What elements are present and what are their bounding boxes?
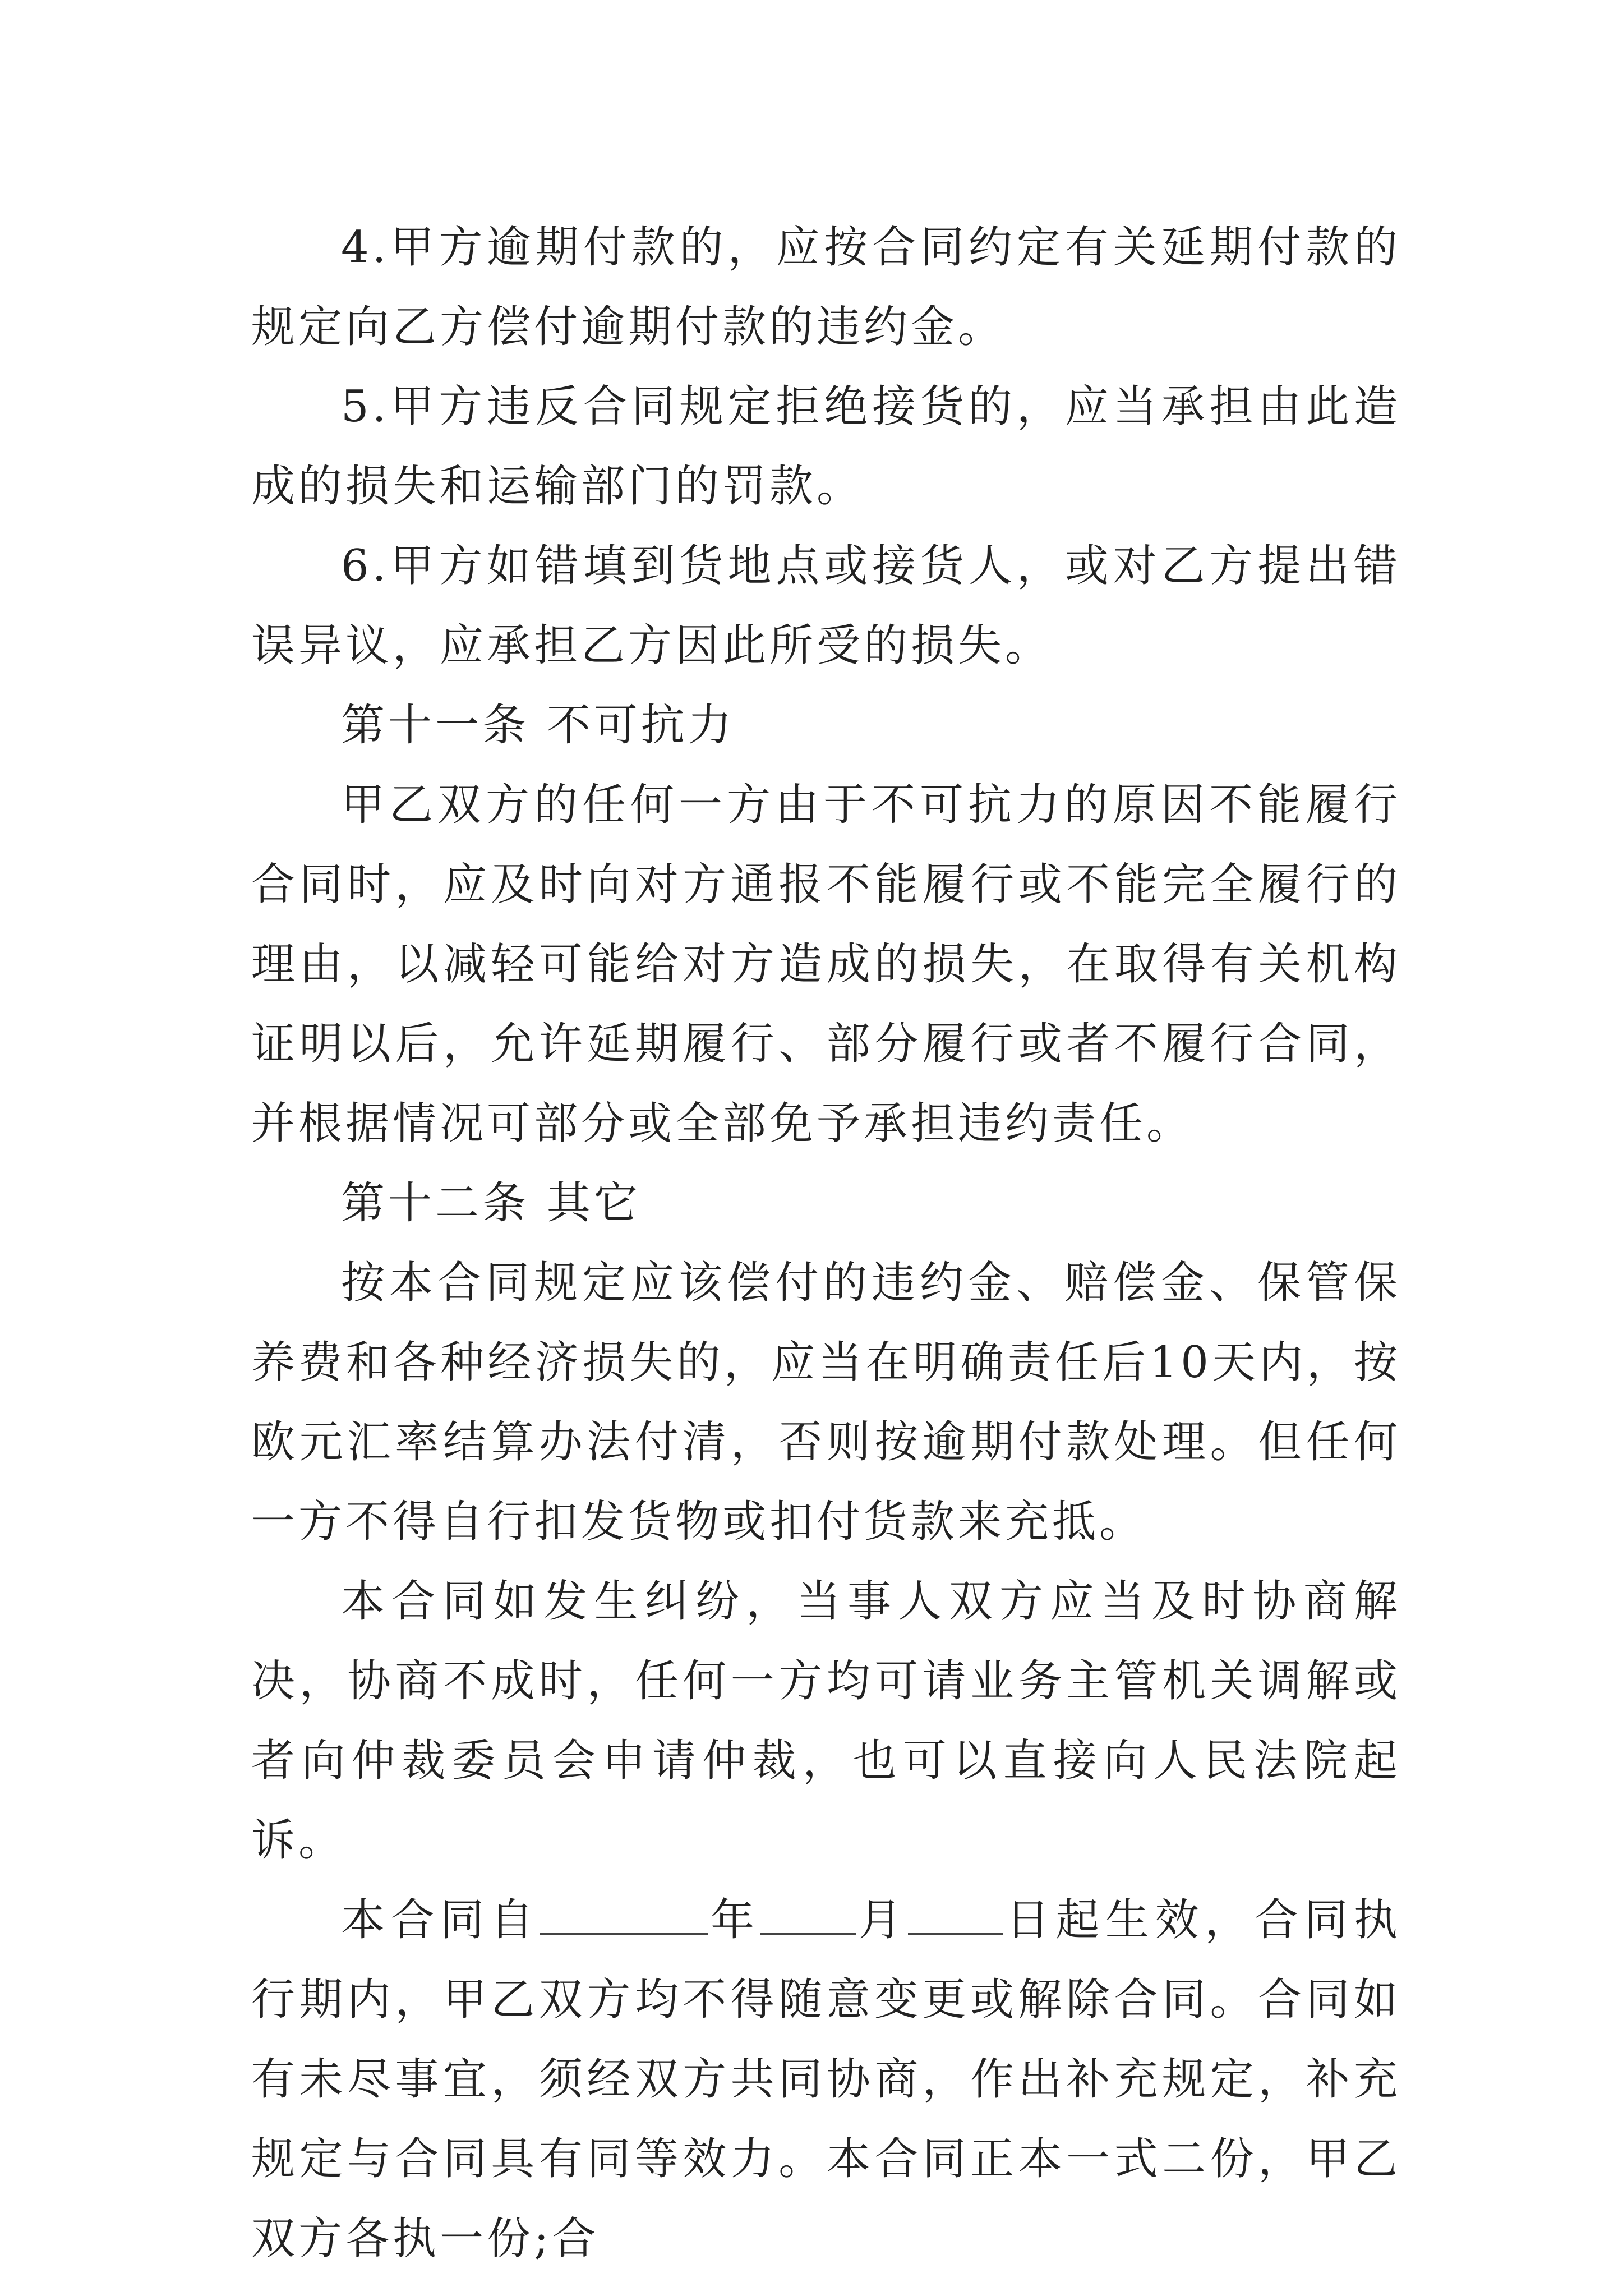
month-label: 月 [855,1895,908,1945]
contract-body [251,208,1401,2279]
clause-wrong-address: 6.甲方如错填到货地点或接货人，或对乙方提出错误异议，应承担乙方因此所受的损失。 [251,541,1401,671]
effective-prefix: 本合同自 [341,1895,540,1945]
month-blank [760,1894,856,1935]
article-11-text: 甲乙双方的任何一方由于不可抗力的原因不能履行合同时，应及时向对方通报不能履行或不能完全履行的理由，以减轻可能给对方造成的损失，在取得有关机构证明以后，允许延期履行、部分履行或者不履行合同，并根据情况可部分或全部免予承担违约责任。 [251,780,1401,1149]
clause-refuse-delivery: 5.甲方违反合同规定拒绝接货的，应当承担由此造成的损失和运输部门的罚款。 [251,381,1401,512]
article-11-heading: 第十一条 不可抗力 [341,700,735,751]
year-label: 年 [708,1895,760,1945]
article-12-text: 按本合同规定应该偿付的违约金、赔偿金、保管保养费和各种经济损失的，应当在明确责任后10天内，按欧元汇率结算办法付清，否则按逾期付款处理。但任何一方不得自行扣发货物或扣付货款来充抵。 [251,1258,1401,1547]
day-blank [908,1894,1003,1935]
effective-date-clause [251,1880,1401,2279]
dispute-resolution-text: 本合同如发生纠纷，当事人双方应当及时协商解决，协商不成时，任何一方均可请业务主管机关调解或者向仲裁委员会申请仲裁，也可以直接向人民法院起诉。 [251,1576,1401,1866]
year-blank [540,1894,708,1935]
article-12-heading: 第十二条 其它 [341,1178,641,1228]
effective-suffix: 日起生效，合同执行期内，甲乙双方均不得随意变更或解除合同。合同如有未尽事宜，须经双方共同协商，作出补充规定，补充规定与合同具有同等效力。本合同正本一式二份，甲乙双方各执一份;合 [251,1895,1401,2264]
clause-late-payment: 4.甲方逾期付款的，应按合同约定有关延期付款的规定向乙方偿付逾期付款的违约金。 [251,222,1401,352]
